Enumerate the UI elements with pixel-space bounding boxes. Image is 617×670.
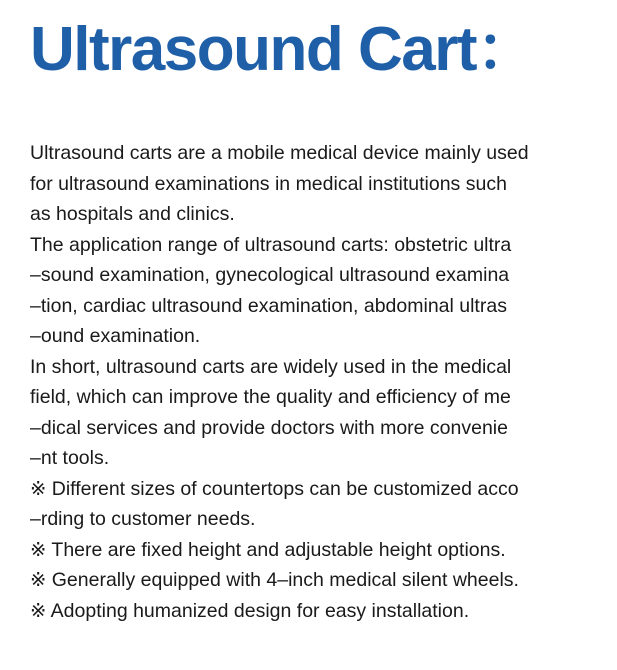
text-line: The application range of ultrasound carts: obstetric ultra [30,233,512,256]
text-line: In short, ultrasound carts are widely used in the medical [30,355,512,378]
description-text [30,138,615,626]
feature-line: ※ Adopting humanized design for easy installation. [30,599,470,622]
text-line: –sound examination, gynecological ultrasound examina [30,264,510,286]
text-line: –dical services and provide doctors with more convenie [30,416,508,439]
feature-line: ※ Different sizes of countertops can be customized acco [30,477,519,500]
text-line: field, which can improve the quality and efficiency of me [30,386,511,408]
feature-line: ※ Generally equipped with 4–inch medical silent wheels. [30,569,519,591]
feature-line: –rding to customer needs. [30,508,256,530]
text-line: –ound examination. [30,325,201,347]
text-line: Ultrasound carts are a mobile medical device mainly used [30,142,529,164]
text-line: as hospitals and clinics. [30,203,235,225]
text-line: for ultrasound examinations in medical institutions such [30,172,507,195]
text-line: –tion, cardiac ultrasound examination, abdominal ultras [30,294,507,317]
page-title: Ultrasound Cart： [30,15,537,84]
text-line: –nt tools. [30,447,110,469]
feature-line: ※ There are fixed height and adjustable height options. [30,538,506,561]
